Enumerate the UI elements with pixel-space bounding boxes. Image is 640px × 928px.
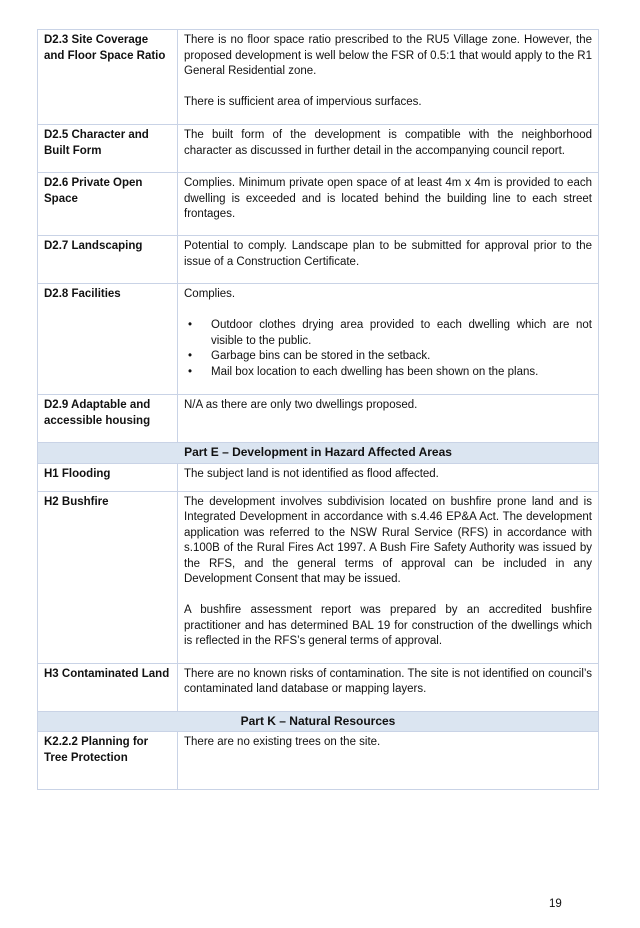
paragraph: The subject land is not identified as flood affected. xyxy=(184,467,439,480)
list-item: • Mail box location to each dwelling has been shown on the plans. xyxy=(211,365,592,381)
assessment-text xyxy=(178,284,599,395)
paragraph: N/A as there are only two dwellings proposed. xyxy=(184,399,418,411)
assessment-text xyxy=(178,125,599,173)
control-label: H1 Flooding xyxy=(38,463,178,491)
bullet-list xyxy=(184,318,592,380)
assessment-text xyxy=(178,463,599,491)
table-row xyxy=(38,236,599,284)
assessment-text xyxy=(178,491,599,663)
control-label: D2.8 Facilities xyxy=(38,284,178,395)
table-row xyxy=(38,491,599,663)
page-number: 19 xyxy=(549,898,562,910)
control-label: K2.2.2 Planning for Tree Protection xyxy=(38,732,178,790)
paragraph: Complies. Minimum private open space of at least 4m x 4m is provided to each dwelling is exceeded and is located behind the building line to each street frontages. xyxy=(184,177,592,220)
list-item: • Outdoor clothes drying area provided to each dwelling which are not visible to the public. xyxy=(211,318,592,349)
control-label: D2.5 Character and Built Form xyxy=(38,125,178,173)
assessment-text xyxy=(178,30,599,125)
table-row xyxy=(38,663,599,711)
table-row xyxy=(38,284,599,395)
section-heading: Part K – Natural Resources xyxy=(38,711,599,732)
paragraph: There is no floor space ratio prescribed to the RU5 Village zone. However, the proposed development is well below the FSR of 0.5:1 that would apply to the R1 General Residential zone. xyxy=(184,34,592,77)
control-label: D2.9 Adaptable and accessible housing xyxy=(38,395,178,443)
table-row xyxy=(38,463,599,491)
paragraph: There are no known risks of contamination. The site is not identified on council’s contaminated land database or mapping layers. xyxy=(184,667,592,695)
paragraph: The built form of the development is compatible with the neighborhood character as discussed in further detail in the accompanying council report. xyxy=(184,129,592,157)
control-label: H3 Contaminated Land xyxy=(38,663,178,711)
paragraph: Complies. xyxy=(184,288,236,300)
table-row xyxy=(38,732,599,790)
paragraph: There is sufficient area of impervious surfaces. xyxy=(184,96,422,108)
section-heading: Part E – Development in Hazard Affected Areas xyxy=(38,443,599,464)
control-label: D2.3 Site Coverage and Floor Space Ratio xyxy=(38,30,178,125)
paragraph: There are no existing trees on the site. xyxy=(184,736,381,748)
section-heading-row xyxy=(38,443,599,464)
table-row xyxy=(38,395,599,443)
assessment-text xyxy=(178,395,599,443)
assessment-text xyxy=(178,663,599,711)
control-label: H2 Bushfire xyxy=(38,491,178,663)
paragraph: The development involves subdivision located on bushfire prone land and is Integrated Development in accordance with s.4.46 EP&A Act. The development application was referred to the NSW Rural Service (RFS) in accordance with s.100B of the Rural Fires Act 1997. A Bush Fire Safety Authority was issued by the RFS, and the general terms of approval can be included in any Development Consent that may be issued. xyxy=(184,495,592,585)
assessment-text xyxy=(178,236,599,284)
control-label: D2.6 Private Open Space xyxy=(38,173,178,236)
table-row xyxy=(38,30,599,125)
paragraph: Potential to comply. Landscape plan to be submitted for approval prior to the issue of a Construction Certificate. xyxy=(184,240,592,268)
table-row xyxy=(38,125,599,173)
assessment-text xyxy=(178,732,599,790)
list-item: • Garbage bins can be stored in the setback. xyxy=(211,349,592,365)
assessment-table xyxy=(37,29,599,790)
table-row xyxy=(38,173,599,236)
control-label: D2.7 Landscaping xyxy=(38,236,178,284)
assessment-text xyxy=(178,173,599,236)
section-heading-row xyxy=(38,711,599,732)
paragraph: A bushfire assessment report was prepared by an accredited bushfire practitioner and has determined BAL 19 for construction of the dwellings which is reflected in the RFS’s general terms of approval. xyxy=(184,604,592,647)
